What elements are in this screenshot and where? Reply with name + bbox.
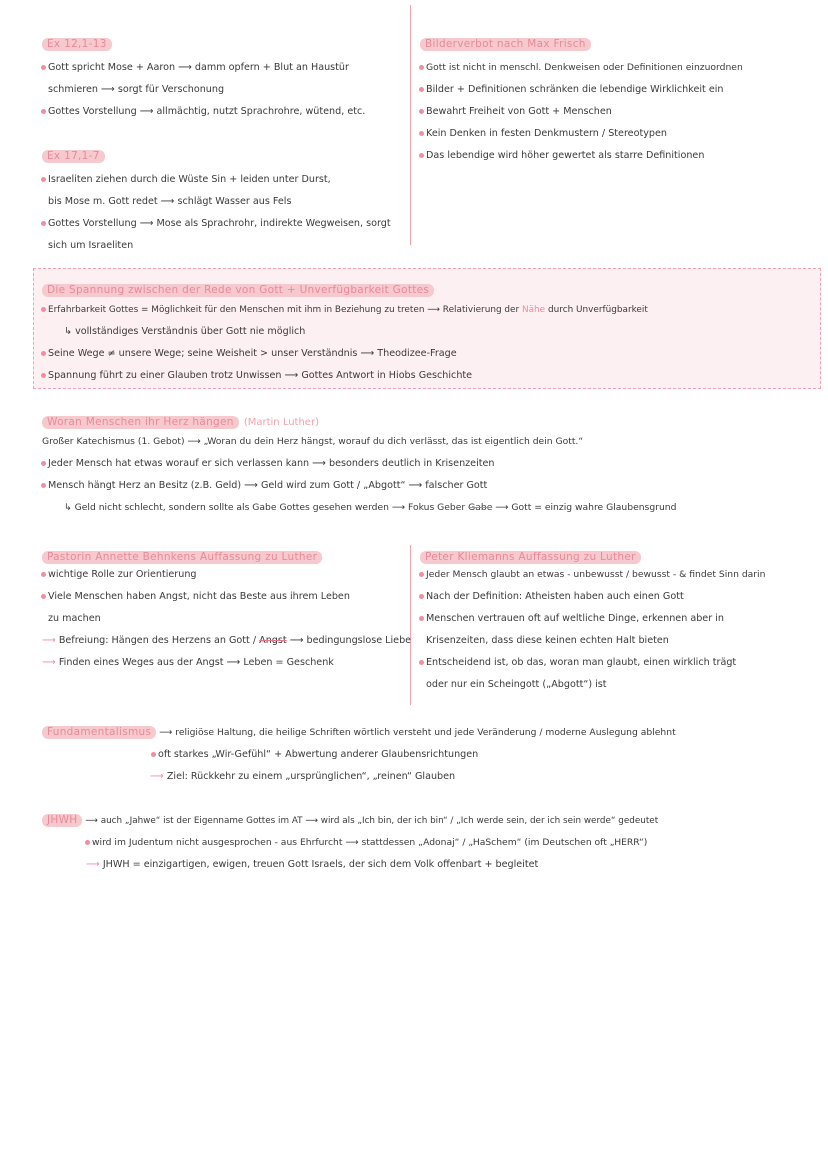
list-item: Gott ist nicht in menschl. Denkweisen oder Definitionen einzuordnen <box>426 57 743 79</box>
list-item: Seine Wege ≠ unsere Wege; seine Weisheit > unser Verständnis ⟶ Theodizee-Frage <box>48 343 648 365</box>
section-title: Pastorin Annette Behnkens Auffassung zu Luther <box>42 551 322 564</box>
list-item-continuation: Krisenzeiten, dass diese keinen echten Halt bieten <box>426 635 669 646</box>
section-luther <box>42 410 677 519</box>
list-item-text: Ziel: Rückkehr zu einem „ursprünglichen“, „reinen“ Glauben <box>166 771 456 782</box>
section-title: Die Spannung zwischen der Rede von Gott + Unverfügbarkeit Gottes <box>42 284 434 297</box>
list-item-continuation: sich um Israeliten <box>48 240 134 251</box>
list-item: Menschen vertrauen oft auf weltliche Dinge, erkennen aber in <box>426 608 765 630</box>
definition-text: ⟶ auch „Jahwe“ ist der Eigenname Gottes im AT ⟶ wird als „Ich bin, der ich bin“ / „Ich werde sein, der ich sein werde“ gedeutet <box>85 816 659 826</box>
arrow-icon: ⟶ <box>86 859 100 870</box>
arrow-icon: ⟶ <box>42 635 56 646</box>
section-title: JHWH <box>42 814 82 827</box>
arrow-icon: ⟶ <box>150 771 164 782</box>
list-item-text: ↳ Geld nicht schlecht, sondern sollte als Gabe Gottes gesehen werden ⟶ Fokus Geber <box>64 502 469 513</box>
list-item: Spannung führt zu einer Glauben trotz Unwissen ⟶ Gottes Antwort in Hiobs Geschichte <box>48 365 648 387</box>
list-item: Jeder Mensch glaubt an etwas - unbewusst / bewusst - & findet Sinn darin <box>426 564 765 586</box>
list-item: Gottes Vorstellung ⟶ Mose als Sprachrohr, indirekte Wegweisen, sorgt <box>48 213 391 235</box>
arrow-icon: ⟶ <box>42 657 56 668</box>
list-item: Jeder Mensch hat etwas worauf er sich verlassen kann ⟶ besonders deutlich in Krisenzeiten <box>48 453 660 475</box>
list-item-text: durch Unverfügbarkeit <box>545 305 648 315</box>
list-item-continuation: zu machen <box>48 613 101 624</box>
list-item-text: Erfahrbarkeit Gottes = Möglichkeit für den Menschen mit ihm in Beziehung zu treten ⟶ Relativierung der <box>48 305 522 315</box>
section-ex17 <box>42 144 391 257</box>
quote-line: Großer Katechismus (1. Gebot) ⟶ „Woran du dein Herz hängst, worauf du dich verlässt, das ist eigentlich dein Gott.“ <box>42 436 584 447</box>
list-item: wichtige Rolle zur Orientierung <box>48 564 417 586</box>
list-item-text: Befreiung: Hängen des Herzens an Gott / <box>58 635 260 646</box>
section-ex12 <box>42 32 366 123</box>
list-item: Bilder + Definitionen schränken die lebendige Wirklichkeit ein <box>426 79 743 101</box>
list-item-text: JHWH = einzigartigen, ewigen, treuen Gott Israels, der sich dem Volk offenbart + begleitet <box>102 859 539 870</box>
column-divider-top <box>410 5 411 245</box>
definition-text: ⟶ religiöse Haltung, die heilige Schriften wörtlich versteht und jede Veränderung / moderne Auslegung ablehnt <box>159 727 676 738</box>
list-item: wird im Judentum nicht ausgesprochen - aus Ehrfurcht ⟶ stattdessen „Adonaj“ / „HaSchem“ (im Deutschen oft „HERR“) <box>92 832 708 854</box>
list-item-text: ⟶ bedingungslose Liebe <box>286 635 412 646</box>
section-behnken <box>42 545 411 674</box>
list-item: Mensch hängt Herz an Besitz (z.B. Geld) ⟶ Geld wird zum Gott / „Abgott“ ⟶ falscher Gott <box>48 475 660 497</box>
list-item: oft starkes „Wir-Gefühl“ + Abwertung anderer Glaubensrichtungen <box>158 744 792 766</box>
list-item-sub: ↳ vollständiges Verständnis über Gott nie möglich <box>64 326 306 337</box>
section-kliemann <box>420 545 766 696</box>
arrow-item <box>42 652 411 674</box>
section-title: Ex 12,1-13 <box>42 38 112 51</box>
list-item: Bewahrt Freiheit von Gott + Menschen <box>426 101 743 123</box>
list-item: Entscheidend ist, ob das, woran man glaubt, einen wirklich trägt <box>426 652 765 674</box>
definition-line <box>42 722 676 744</box>
section-title: Bilderverbot nach Max Frisch <box>420 38 591 51</box>
struck-word: Gabe <box>468 502 493 513</box>
list-item-sub <box>64 497 676 519</box>
list-item: Kein Denken in festen Denkmustern / Stereotypen <box>426 123 743 145</box>
arrow-item <box>42 630 411 652</box>
struck-word: Angst <box>259 635 287 646</box>
section-fundamentalismus <box>42 722 676 788</box>
list-item-text: ⟶ Gott = einzig wahre Glaubensgrund <box>492 502 677 513</box>
list-item <box>48 299 648 321</box>
section-spannung <box>42 278 648 387</box>
list-item: Das lebendige wird höher gewertet als starre Definitionen <box>426 145 743 167</box>
section-title: Ex 17,1-7 <box>42 150 105 163</box>
list-item-continuation: oder nur ein Scheingott („Abgott“) ist <box>426 679 607 690</box>
list-item: Gottes Vorstellung ⟶ allmächtig, nutzt Sprachrohre, wütend, etc. <box>48 101 365 123</box>
section-title: Woran Menschen ihr Herz hängen <box>42 416 239 429</box>
arrow-item <box>150 766 784 788</box>
arrow-item <box>86 854 702 876</box>
list-item: Viele Menschen haben Angst, nicht das Beste aus ihrem Leben <box>48 586 417 608</box>
list-item: Nach der Definition: Atheisten haben auch einen Gott <box>426 586 765 608</box>
section-bilderverbot <box>420 32 743 167</box>
section-title: Fundamentalismus <box>42 726 156 739</box>
section-subtitle: (Martin Luther) <box>243 417 319 428</box>
list-item-text: Finden eines Weges aus der Angst ⟶ Leben = Geschenk <box>58 657 334 668</box>
list-item: Israeliten ziehen durch die Wüste Sin + leiden unter Durst, <box>48 169 391 191</box>
definition-line <box>42 810 658 832</box>
section-title: Peter Kliemanns Auffassung zu Luther <box>420 551 641 564</box>
list-item: Gott spricht Mose + Aaron ⟶ damm opfern + Blut an Haustür <box>48 57 365 79</box>
highlighted-word: Nähe <box>521 305 546 315</box>
list-item-continuation: schmieren ⟶ sorgt für Verschonung <box>48 84 225 95</box>
section-jhwh <box>42 810 658 876</box>
list-item-continuation: bis Mose m. Gott redet ⟶ schlägt Wasser aus Fels <box>48 196 292 207</box>
